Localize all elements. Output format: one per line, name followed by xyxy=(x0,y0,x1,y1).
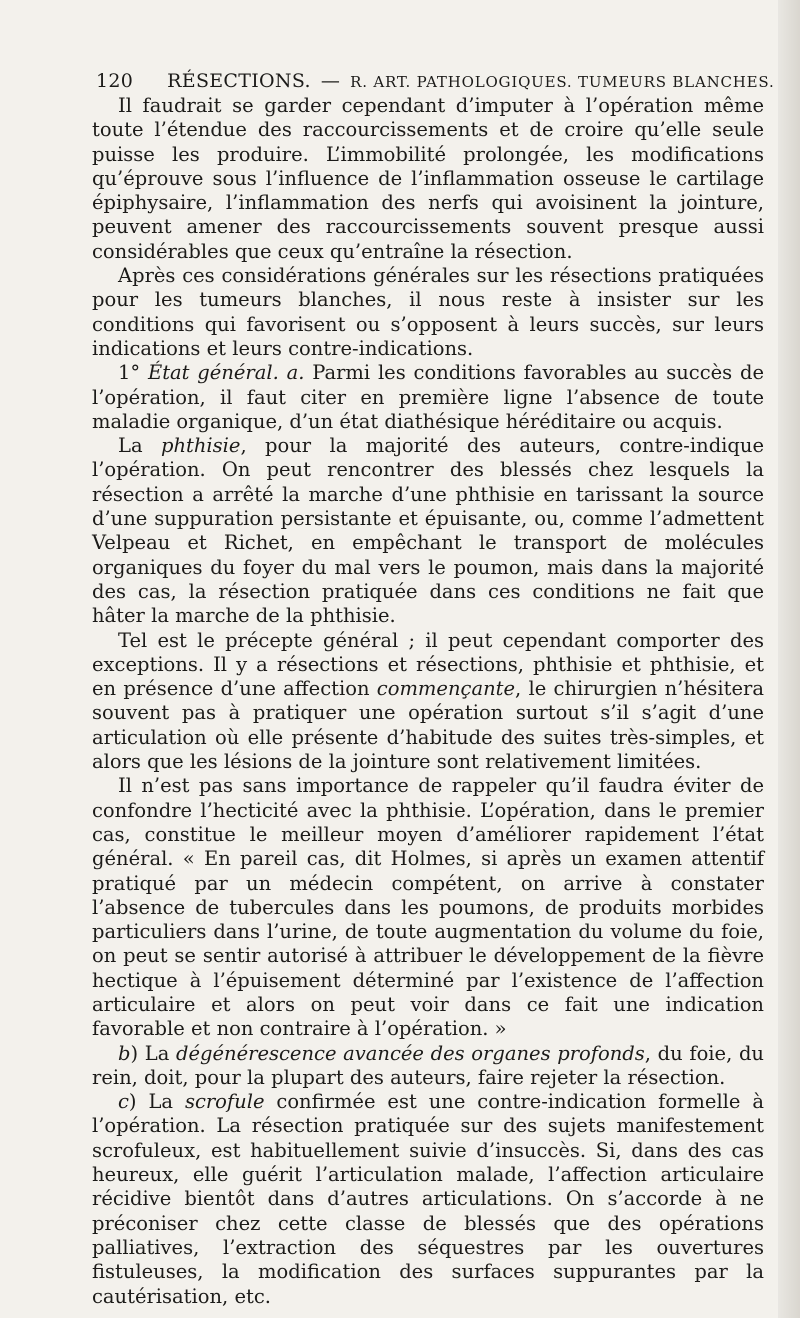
paragraph-2: Après ces considérations générales sur les résections pratiquées pour les tumeurs blanches, il nous reste à insister sur les conditions qui favorisent ou s’opposent à leurs succès, sur leurs indications et leurs contre-indications. xyxy=(92,264,764,360)
running-title: R. ART. PATHOLOGIQUES. TUMEURS BLANCHES. xyxy=(350,73,775,91)
paragraph-8: c) La scrofule confirmée est une contre-indication formelle à l’opération. La résection pratiquée sur des sujets manifestement scrofuleux, est habituellement suivie d’insuccès. Si, dans des cas heureux, elle guérit l’articulation malade, l’affection articulaire récidive bientôt dans d’autres articulations. On s’accorde à ne préconiser chez cette classe de blessés que des opérations palliatives, l’extraction des séquestres par les ouvertures fistuleuses, la modification des surfaces suppurantes par la cautérisation, etc. xyxy=(92,1090,764,1308)
page-number: 120 xyxy=(96,70,134,92)
paragraph-7: b) La dégénérescence avancée des organes profonds, du foie, du rein, doit, pour la plupart des auteurs, faire rejeter la résection. xyxy=(92,1041,764,1089)
page-gutter xyxy=(778,0,800,1318)
paragraph-6: Il n’est pas sans importance de rappeler qu’il faudra éviter de confondre l’hecticité avec la phthisie. L’opération, dans le premier cas, constitue le meilleur moyen d’améliorer rapidement l’état général. « En pareil cas, dit Holmes, si après un examen attentif pratiqué par un médecin compétent, on arrive à constater l’absence de tubercules dans les poumons, de produits morbides particuliers dans l’urine, de toute augmentation du volume du foie, on peut se sentir autorisé à attribuer le développement de la fièvre hectique à l’épuisement déterminé par l’existence de l’affection articulaire et alors on peut voir dans ce fait une indication favorable et non contraire à l’opération. » xyxy=(92,774,764,1041)
paragraph-5: Tel est le précepte général ; il peut cependant comporter des exceptions. Il y a résections et résections, phthisie et phthisie, et en présence d’une affection commençante, le chirurgien n’hésitera souvent pas à pratiquer une opération surtout s’il s’agit d’une articulation où elle présente d’habitude des suites très-simples, et alors que les lésions de la jointure sont relativement limitées. xyxy=(92,628,764,774)
paragraph-3: 1° État général. a. Parmi les conditions favorables au succès de l’opération, il faut citer en première ligne l’absence de toute maladie organique, d’un état diathésique héréditaire ou acquis. xyxy=(92,361,765,433)
paragraph-4: La phthisie, pour la majorité des auteurs, contre-indique l’opération. On peut rencontrer des blessés chez lesquels la résection a arrêté la marche d’une phthisie en tarissant la source d’une suppuration persistante et épuisante, ou, comme l’admettent Velpeau et Richet, en empêchant le transport de molécules organiques du foyer du mal vers le poumon, mais dans la majorité des cas, la résection pratiquée dans ces conditions ne fait que hâter la marche de la phthisie. xyxy=(92,434,764,628)
header-dash: — xyxy=(320,70,341,92)
running-header xyxy=(96,70,775,92)
page-body xyxy=(92,94,764,1309)
section-title: RÉSECTIONS. xyxy=(167,70,311,92)
paragraph-1: Il faudrait se garder cependant d’imputer à l’opération même toute l’étendue des raccourcissements et de croire qu’elle seule puisse les produire. L’immobilité prolongée, les modifications qu’éprouve sous l’influence de l’inflammation osseuse le cartilage épiphysaire, l’inflammation des nerfs qui avoisinent la jointure, peuvent amener des raccourcissements souvent presque aussi considérables que ceux qu’entraîne la résection. xyxy=(92,94,764,263)
